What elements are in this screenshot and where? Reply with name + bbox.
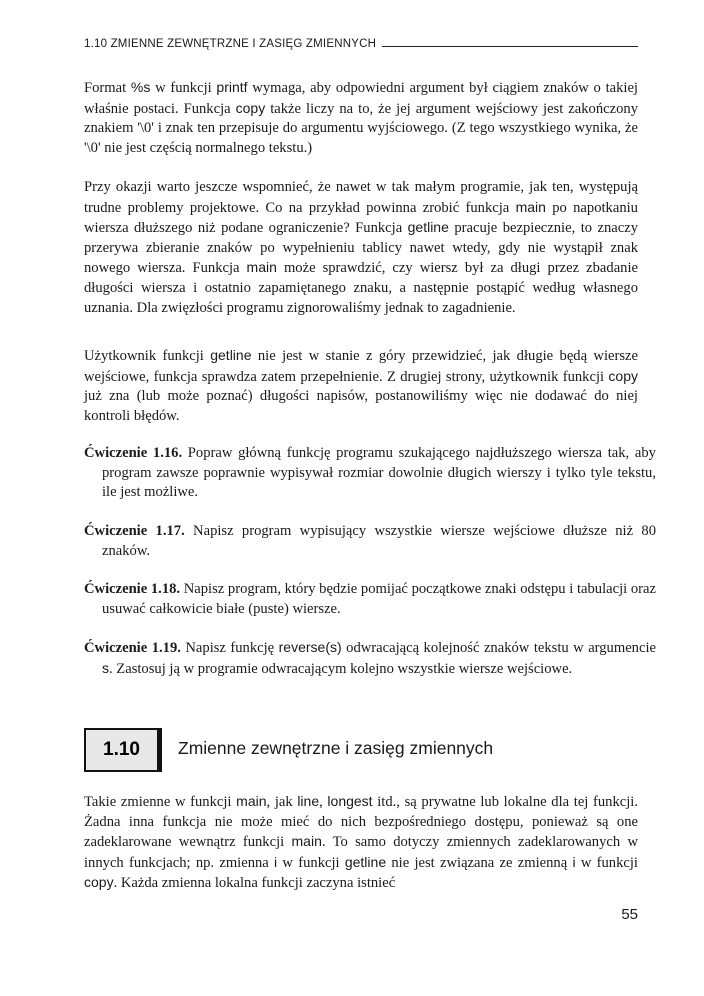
paragraph-local-variables [84, 792, 638, 894]
code-term: getline [407, 219, 449, 236]
text-run: pracuje bezpiecznie, to znaczy przerywa zbieranie znaków po wypełnieniu tablicy nawet wtedy, gdy nie wystąpił znak nowego wiersza. Funkcja [84, 220, 638, 277]
code-term: copy [84, 874, 114, 891]
text-run: nie jest związana ze zmienną [386, 854, 573, 871]
exercise-1-16 [84, 444, 656, 503]
code-term: copy [608, 367, 638, 384]
code-term: getline [210, 347, 252, 363]
code-term: longest [327, 793, 373, 809]
code-term: s [102, 659, 109, 676]
code-term: reverse(s) [278, 639, 342, 655]
text-run: także liczy na to, że jej argument wejściowy jest zakończony znakiem '\0' i znak ten przepisuje do argumentu wyjściowego. (Z tego wszystkiego wynika, że '\0' nie jest częścią normalnego tekstu.) [84, 100, 638, 156]
text-run: Użytkownik funkcji [84, 348, 211, 364]
running-header-title: 1.10 ZMIENNE ZEWNĘTRZNE I ZASIĘG ZMIENNYCH [84, 38, 377, 50]
code-term: getline [344, 853, 387, 870]
text-run: nie jest w stanie z góry przewidzieć, jak długie będą wiersze wejściowe, funkcja sprawdza zatem przepełnienie. Z drugiej strony, użytkownik funkcji [84, 348, 638, 385]
code-term: main [236, 793, 267, 809]
code-term: copy [235, 99, 266, 116]
exercise-label: Ćwiczenie 1.18. [84, 581, 181, 597]
text-run: Napisz program wypisujący wszystkie wiersze wejściowe dłuższe niż 80 znaków. [102, 523, 656, 559]
code-term: i [274, 853, 278, 870]
text-run: Popraw główną funkcję programu szukającego najdłuższego wiersza tak, aby program zawsze poprawnie wypisywał rozmiar dowolnie długich wierszy i tylko tyle tekstu, ile jest możliwe. [102, 445, 656, 501]
paragraph-getline-user [84, 346, 638, 426]
exercise-1-17 [84, 522, 656, 561]
text-run: Przy okazji warto jeszcze wspomnieć, że nawet w tak małym programie, jak ten, występują trudne problemy projektowe. Co na przykład powinna zrobić funkcja [84, 179, 638, 216]
page-number: 55 [621, 906, 638, 923]
exercise-1-18 [84, 580, 656, 619]
running-header-rule [382, 46, 638, 47]
text-run: w funkcji [575, 854, 638, 871]
paragraph-design-problems [84, 178, 638, 318]
text-run: Napisz funkcję [180, 640, 279, 656]
code-term: i [572, 853, 576, 870]
text-run: w funkcji [277, 854, 345, 871]
text-run: Takie zmienne w funkcji [84, 794, 237, 810]
text-run: w funkcji [150, 80, 217, 96]
text-run: Format [84, 80, 131, 96]
text-run: . Każda zmienna lokalna funkcji zaczyna istnieć [113, 875, 396, 892]
exercise-1-19 [84, 638, 656, 679]
exercise-label: Ćwiczenie 1.17. [84, 523, 185, 539]
paragraph-format-s [84, 78, 638, 158]
code-term: printf [216, 79, 248, 95]
text-run: itd., są prywatne lub lokalne dla tej funkcji. Żadna inna funkcja nie może mieć do nich bezpośredniego dostępu, ponieważ są one zadeklarowane wewnątrz funkcji [84, 794, 639, 851]
text-run: już zna (lub może poznać) długości napisów, postanowiliśmy więc nie dodawać do niej kontroli błędów. [84, 388, 638, 424]
exercise-label: Ćwiczenie 1.19. [84, 640, 181, 656]
code-term: main [291, 833, 322, 850]
text-run: . Zastosuj ją w programie odwracającym kolejno wszystkie wiersze wejściowe. [109, 660, 573, 677]
text-run: wymaga, aby odpowiedni argument był ciągiem znaków o takiej właśnie postaci. Funkcja [84, 80, 638, 117]
text-run: , jak [266, 794, 298, 810]
code-term: %s [130, 79, 151, 95]
text-run: Napisz program, który będzie pomijać początkowe znaki odstępu i tabulacji oraz usuwać całkowicie białe (puste) wiersze. [102, 581, 656, 617]
section-number: 1.10 [103, 739, 140, 760]
section-title: Zmienne zewnętrzne i zasięg zmiennych [178, 738, 494, 758]
code-term: main [246, 259, 277, 276]
text-run: może sprawdzić, czy wiersz był za długi przez zbadanie długości wiersza i ostatnio zapamiętanego znaku, a następnie postąpić według własnego uznania. Dla zwięzłości programu zignorowaliśmy jednak to zagadnienie. [84, 260, 638, 316]
section-number-box [84, 728, 162, 772]
code-term: main [515, 198, 546, 215]
text-run: po napotkaniu wiersza dłuższego niż podane ograniczenie? Funkcja [84, 199, 638, 237]
exercise-label: Ćwiczenie 1.16. [84, 445, 183, 461]
running-header [84, 38, 638, 50]
text-run: . To samo dotyczy zmiennych zadeklarowanych w innych funkcjach; np. zmienna [84, 834, 638, 871]
text-run: odwracającą kolejność znaków tekstu w argumencie [341, 640, 656, 656]
text-run: , [319, 794, 328, 810]
code-term: line [297, 793, 320, 809]
